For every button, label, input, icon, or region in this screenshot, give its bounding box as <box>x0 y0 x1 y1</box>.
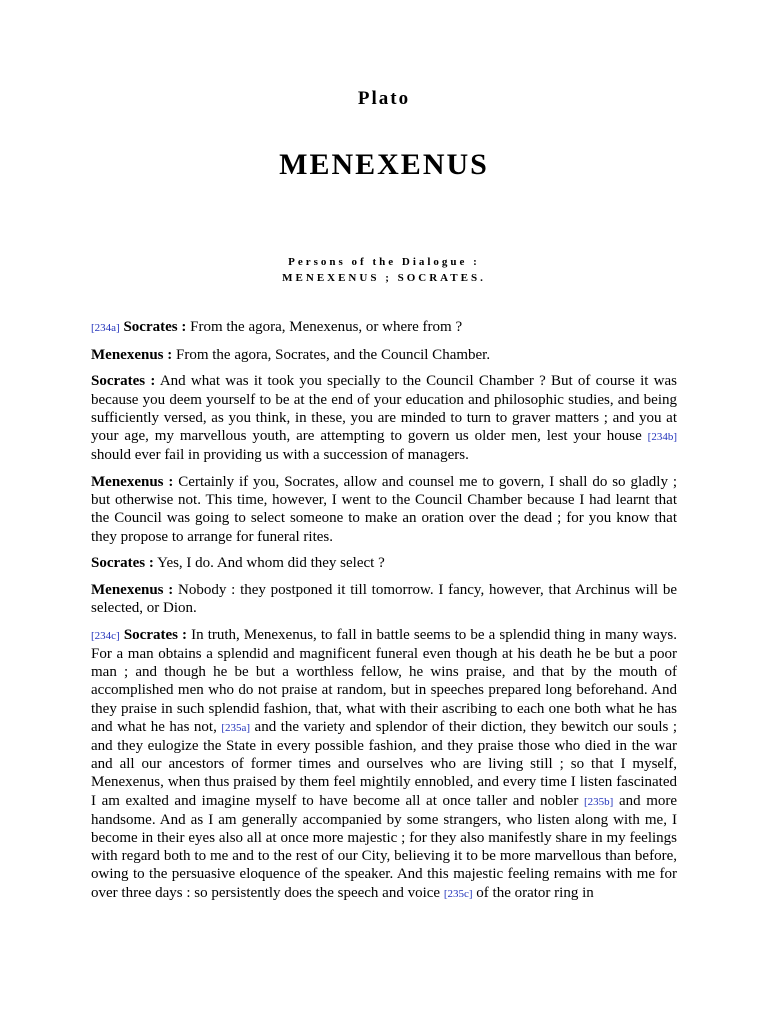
speech-text: Certainly if you, Socrates, allow and counsel me to govern, I shall do so gladly ; but otherwise not. This time, however, I went to the Council Chamber because I had learnt that the Council was going to select someone to make an oration over the dead ; for you know that they propose to arrange for funeral rites. <box>91 473 678 545</box>
speaker-name: Socrates : <box>123 319 187 335</box>
speech-text: Nobody : they postponed it till tomorrow. I fancy, however, that Archinus will be selected, or Dion. <box>91 581 678 617</box>
speech-text: From the agora, Menexenus, or where from ? <box>190 319 463 335</box>
speaker-name: Socrates : <box>123 626 188 643</box>
dialogue-paragraph <box>91 473 677 546</box>
speech-text: And what was it took you specially to the Council Chamber ? But of course it was because you deem yourself to be at the end of your education and philosophic studies, and being sufficiently versed, as you think, in these, you are minded to turn to graver matters ; and you at your age, my marvellous youth, are attempting to govern us older men, lest your house <box>91 373 677 445</box>
stephanus-reference[interactable]: [234c] <box>91 629 120 642</box>
stephanus-reference[interactable]: [235c] <box>443 887 473 900</box>
stephanus-reference[interactable]: [235a] <box>221 721 251 734</box>
dialogue-paragraph <box>91 554 677 572</box>
dialogue-title: MENEXENUS <box>279 148 489 181</box>
persons-heading: Persons of the Dialogue : <box>288 256 480 268</box>
dialogue-paragraph <box>91 346 677 364</box>
stephanus-reference[interactable]: [234b] <box>647 431 677 444</box>
speaker-name: Socrates : <box>91 555 154 572</box>
dialogue-body <box>91 318 677 911</box>
author-heading: Plato <box>357 88 411 109</box>
dialogue-paragraph <box>91 626 677 903</box>
speaker-name: Socrates : <box>91 373 156 390</box>
stephanus-reference[interactable]: [235b] <box>584 795 614 808</box>
persons-of-dialogue <box>0 254 768 286</box>
speech-text: and more handsome. And as I am generally accompanied by some strangers, who listen along with me, I become in their eyes also all at once more majestic ; for they also manifestly share in my feelings with regard both to me and to the rest of our City, believing it to be more marvellous than before, owing to the persuasive eloquence of the speaker. And this majestic feeling remains with me for over three days : so persistently does the speech and voice <box>91 792 678 901</box>
dialogue-paragraph <box>91 318 677 337</box>
speech-text: From the agora, Socrates, and the Council Chamber. <box>176 346 491 363</box>
speech-text: In truth, Menexenus, to fall in battle seems to be a splendid thing in many ways. For a man obtains a splendid and magnificent funeral even though at his death he be but a poor man ; and though he be but a worthless fellow, he wins praise, and that by the mouth of accomplished men who do not praise at random, but in speeches prepared long beforehand. And they praise in such splendid fashion, that, what with their ascribing to each one both what he has and what he has not, <box>91 626 677 735</box>
speaker-name: Menexenus : <box>91 473 174 490</box>
dialogue-paragraph <box>91 581 677 617</box>
speech-text: and the variety and splendor of their diction, they bewitch our souls ; and they eulogize the State in every possible fashion, and they praise those who died in the war and all our ancestors of former times and ourselves who are living still ; so that I myself, Menexenus, when thus praised by them feel mightily ennobled, and every time I listen fascinated I am exalted and imagine myself to have become all at once taller and nobler <box>91 718 678 809</box>
speech-text: of the orator ring in <box>476 884 594 901</box>
stephanus-reference[interactable]: [234a] <box>91 322 120 334</box>
speaker-name: Menexenus : <box>91 581 174 598</box>
persons-list: MENEXENUS ; SOCRATES. <box>282 272 486 284</box>
speaker-name: Menexenus : <box>91 346 173 363</box>
dialogue-paragraph <box>91 372 677 464</box>
speech-text: should ever fail in providing us with a succession of managers. <box>91 447 469 464</box>
speech-text: Yes, I do. And whom did they select ? <box>157 555 385 572</box>
